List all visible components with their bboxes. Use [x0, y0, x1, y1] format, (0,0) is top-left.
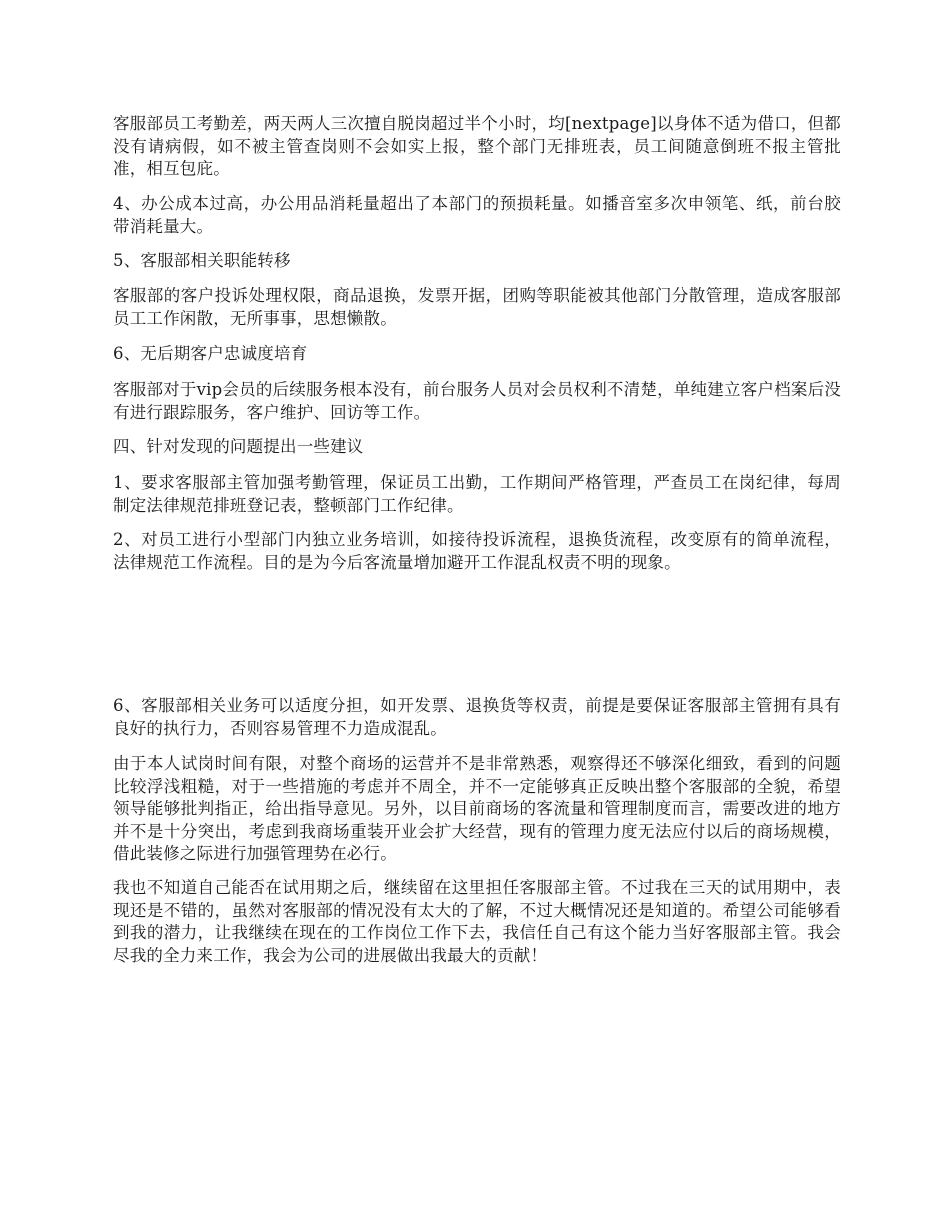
heading-function-transfer: 5、客服部相关职能转移	[113, 251, 291, 270]
paragraph-closing: 我也不知道自己能否在试用期之后，继续留在这里担任客服部主管。不过我在三天的试用期中，表现还是不错的，虽然对客服部的情况没有太大的了解，不过大概情况还是知道的。希望公司能够看到我的潜力，让我继续在现在的工作岗位工作下去，我信任自己有这个能力当好客服部主管。我会尽我的全力来工作，我会为公司的进展做出我最大的贡献！	[113, 878, 841, 965]
heading-suggestions: 四、针对发现的问题提出一些建议	[113, 437, 364, 456]
paragraph-function-transfer: 客服部的客户投诉处理权限，商品退换，发票开据，团购等职能被其他部门分散管理，造成客服部员工工作闲散，无所事事，思想懒散。	[113, 286, 841, 328]
heading-loyalty: 6、无后期客户忠诚度培育	[113, 344, 308, 363]
paragraph-attendance-issue: 客服部员工考勤差，两天两人三次擅自脱岗超过半个小时，均[nextpage]以身体不适为借口，但都没有请病假，如不被主管查岗则不会如实上报，整个部门无排班表，员工间随意倒班不报主管批准，相互包庇。	[113, 114, 841, 178]
paragraph-suggestion-2: 2、对员工进行小型部门内独立业务培训，如接待投诉流程，退换货流程，改变原有的简单流程，法律规范工作流程。目的是为今后客流量增加避开工作混乱权责不明的现象。	[113, 530, 841, 572]
paragraph-loyalty: 客服部对于vip会员的后续服务根本没有，前台服务人员对会员权利不清楚，单纯建立客户档案后没有进行跟踪服务，客户维护、回访等工作。	[113, 380, 841, 422]
paragraph-suggestion-6: 6、客服部相关业务可以适度分担，如开发票、退换货等权责，前提是要保证客服部主管拥有具有良好的执行力，否则容易管理不力造成混乱。	[113, 696, 841, 738]
paragraph-conclusion: 由于本人试岗时间有限，对整个商场的运营并不是非常熟悉，观察得还不够深化细致，看到的问题比较浮浅粗糙，对于一些措施的考虑并不周全，并不一定能够真正反映出整个客服部的全貌，希望领导能够批判指正，给出指导意见。另外，以目前商场的客流量和管理制度而言，需要改进的地方并不是十分突出，考虑到我商场重装开业会扩大经营，现有的管理力度无法应付以后的商场规模，借此装修之际进行加强管理势在必行。	[113, 754, 841, 863]
paragraph-office-cost: 4、办公成本过高，办公用品消耗量超出了本部门的预损耗量。如播音室多次申领笔、纸，前台胶带消耗量大。	[113, 194, 841, 236]
paragraph-suggestion-1: 1、要求客服部主管加强考勤管理，保证员工出勤，工作期间严格管理，严查员工在岗纪律，每周制定法律规范排班登记表，整顿部门工作纪律。	[113, 473, 841, 515]
